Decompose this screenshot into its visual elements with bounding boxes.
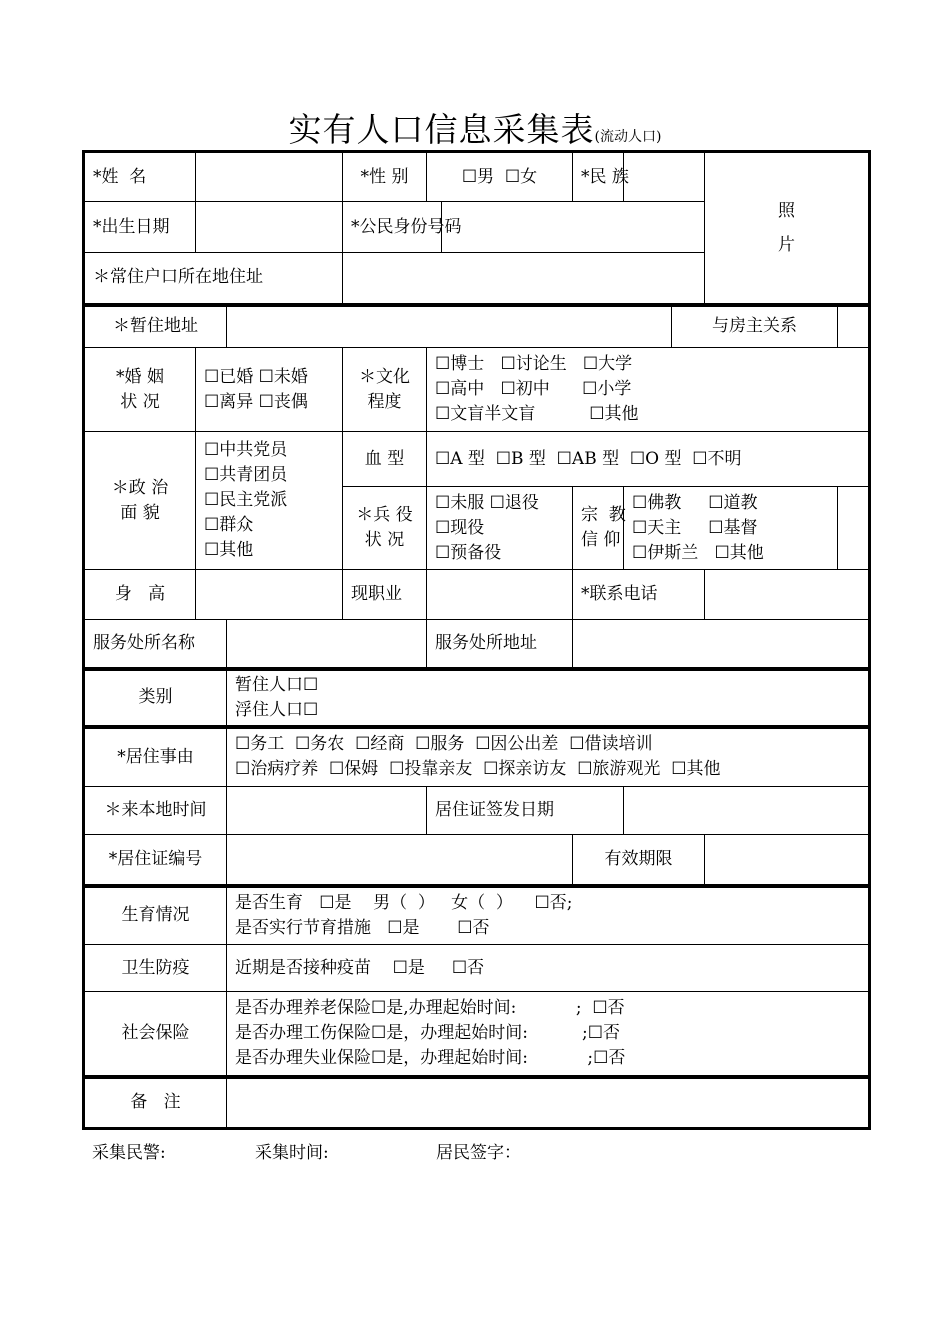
photo-cell: 照 片	[705, 152, 870, 305]
input-phone[interactable]	[705, 570, 870, 620]
category-options[interactable]: 暂住人口☐ 浮住人口☐	[227, 669, 870, 727]
military-options[interactable]: ☐未服 ☐退役 ☐现役 ☐预备役	[427, 487, 573, 570]
input-hukou[interactable]	[343, 253, 705, 305]
footer-time: 采集时间:	[255, 1143, 329, 1163]
label-workaddr: 服务处所地址	[427, 620, 573, 669]
title-main: 实有人口信息采集表	[288, 110, 595, 149]
input-ethnic[interactable]	[624, 152, 705, 202]
label-remark: 备 注	[84, 1077, 227, 1129]
input-valid[interactable]	[705, 835, 870, 886]
input-id[interactable]	[442, 202, 705, 253]
label-phone: *联系电话	[573, 570, 705, 620]
input-name[interactable]	[196, 152, 343, 202]
label-birth-status: 生育情况	[84, 886, 227, 945]
blood-options[interactable]: ☐A 型 ☐B 型 ☐AB 型 ☐O 型 ☐不明	[427, 432, 870, 487]
label-permit-no: *居住证编号	[84, 835, 227, 886]
label-job: 现职业	[343, 570, 427, 620]
marriage-options[interactable]: ☐已婚 ☐未婚 ☐离异 ☐丧偶	[196, 348, 343, 432]
input-temp-addr[interactable]	[227, 305, 672, 348]
label-religion: 宗 教 信 仰	[573, 487, 624, 570]
input-permit-no[interactable]	[227, 835, 573, 886]
politics-options[interactable]: ☐中共党员 ☐共青团员 ☐民主党派 ☐群众 ☐其他	[196, 432, 343, 570]
label-blood: 血 型	[343, 432, 427, 487]
health-text[interactable]: 近期是否接种疫苗 ☐是 ☐否	[227, 945, 870, 992]
input-relation[interactable]	[838, 305, 870, 348]
input-workplace[interactable]	[227, 620, 427, 669]
label-marriage: *婚 姻 状 况	[84, 348, 196, 432]
reason-options[interactable]: ☐务工 ☐务农 ☐经商 ☐服务 ☐因公出差 ☐借读培训 ☐治病疗养 ☐保姆 ☐投靠亲友 ☐探亲访友 ☐旅游观光 ☐其他	[227, 727, 870, 787]
label-name: *姓 名	[84, 152, 196, 202]
label-relation: 与房主关系	[672, 305, 838, 348]
label-workplace: 服务处所名称	[84, 620, 227, 669]
label-ethnic: *民 族	[573, 152, 624, 202]
label-insurance: 社会保险	[84, 992, 227, 1077]
input-remark[interactable]	[227, 1077, 870, 1129]
form-title	[0, 104, 950, 151]
label-education: ＊文化 程度	[343, 348, 427, 432]
label-reason: *居住事由	[84, 727, 227, 787]
label-hukou: ＊常住户口所在地住址	[84, 253, 343, 305]
label-sex: *性 别	[343, 152, 427, 202]
label-temp-addr: ＊暂住地址	[84, 305, 227, 348]
label-id: *公民身份号码	[343, 202, 442, 253]
label-height: 身 高	[84, 570, 196, 620]
input-workaddr[interactable]	[573, 620, 870, 669]
label-permit-date: 居住证签发日期	[427, 787, 624, 835]
label-politics: ＊政 治 面 貌	[84, 432, 196, 570]
religion-options[interactable]: ☐佛教 ☐道教 ☐天主 ☐基督 ☐伊斯兰 ☐其他	[624, 487, 838, 570]
input-height[interactable]	[196, 570, 343, 620]
education-options[interactable]: ☐博士 ☐讨论生 ☐大学 ☐高中 ☐初中 ☐小学 ☐文盲半文盲 ☐其他	[427, 348, 870, 432]
label-military: ＊兵 役 状 况	[343, 487, 427, 570]
footer-sign: 居民签字：	[436, 1143, 521, 1163]
footer-police: 采集民警:	[92, 1143, 166, 1163]
birth-status-text[interactable]: 是否生育 ☐是 男（ ） 女（ ） ☐否; 是否实行节育措施 ☐是 ☐否	[227, 886, 870, 945]
input-arrive[interactable]	[227, 787, 427, 835]
input-job[interactable]	[427, 570, 573, 620]
input-birth[interactable]	[196, 202, 343, 253]
title-sub: (流动人口)	[594, 129, 662, 145]
label-birth: *出生日期	[84, 202, 196, 253]
label-category: 类别	[84, 669, 227, 727]
label-health: 卫生防疫	[84, 945, 227, 992]
input-permit-date[interactable]	[624, 787, 870, 835]
info-form-table	[82, 150, 871, 1130]
insurance-text[interactable]: 是否办理养老保险☐是,办理起始时间: ; ☐否 是否办理工伤保险☐是，办理起始时间: ;☐否 是否办理失业保险☐是，办理起始时间: ;☐否	[227, 992, 870, 1077]
label-arrive: ＊来本地时间	[84, 787, 227, 835]
label-valid: 有效期限	[573, 835, 705, 886]
sex-options[interactable]: ☐男 ☐女	[427, 152, 573, 202]
